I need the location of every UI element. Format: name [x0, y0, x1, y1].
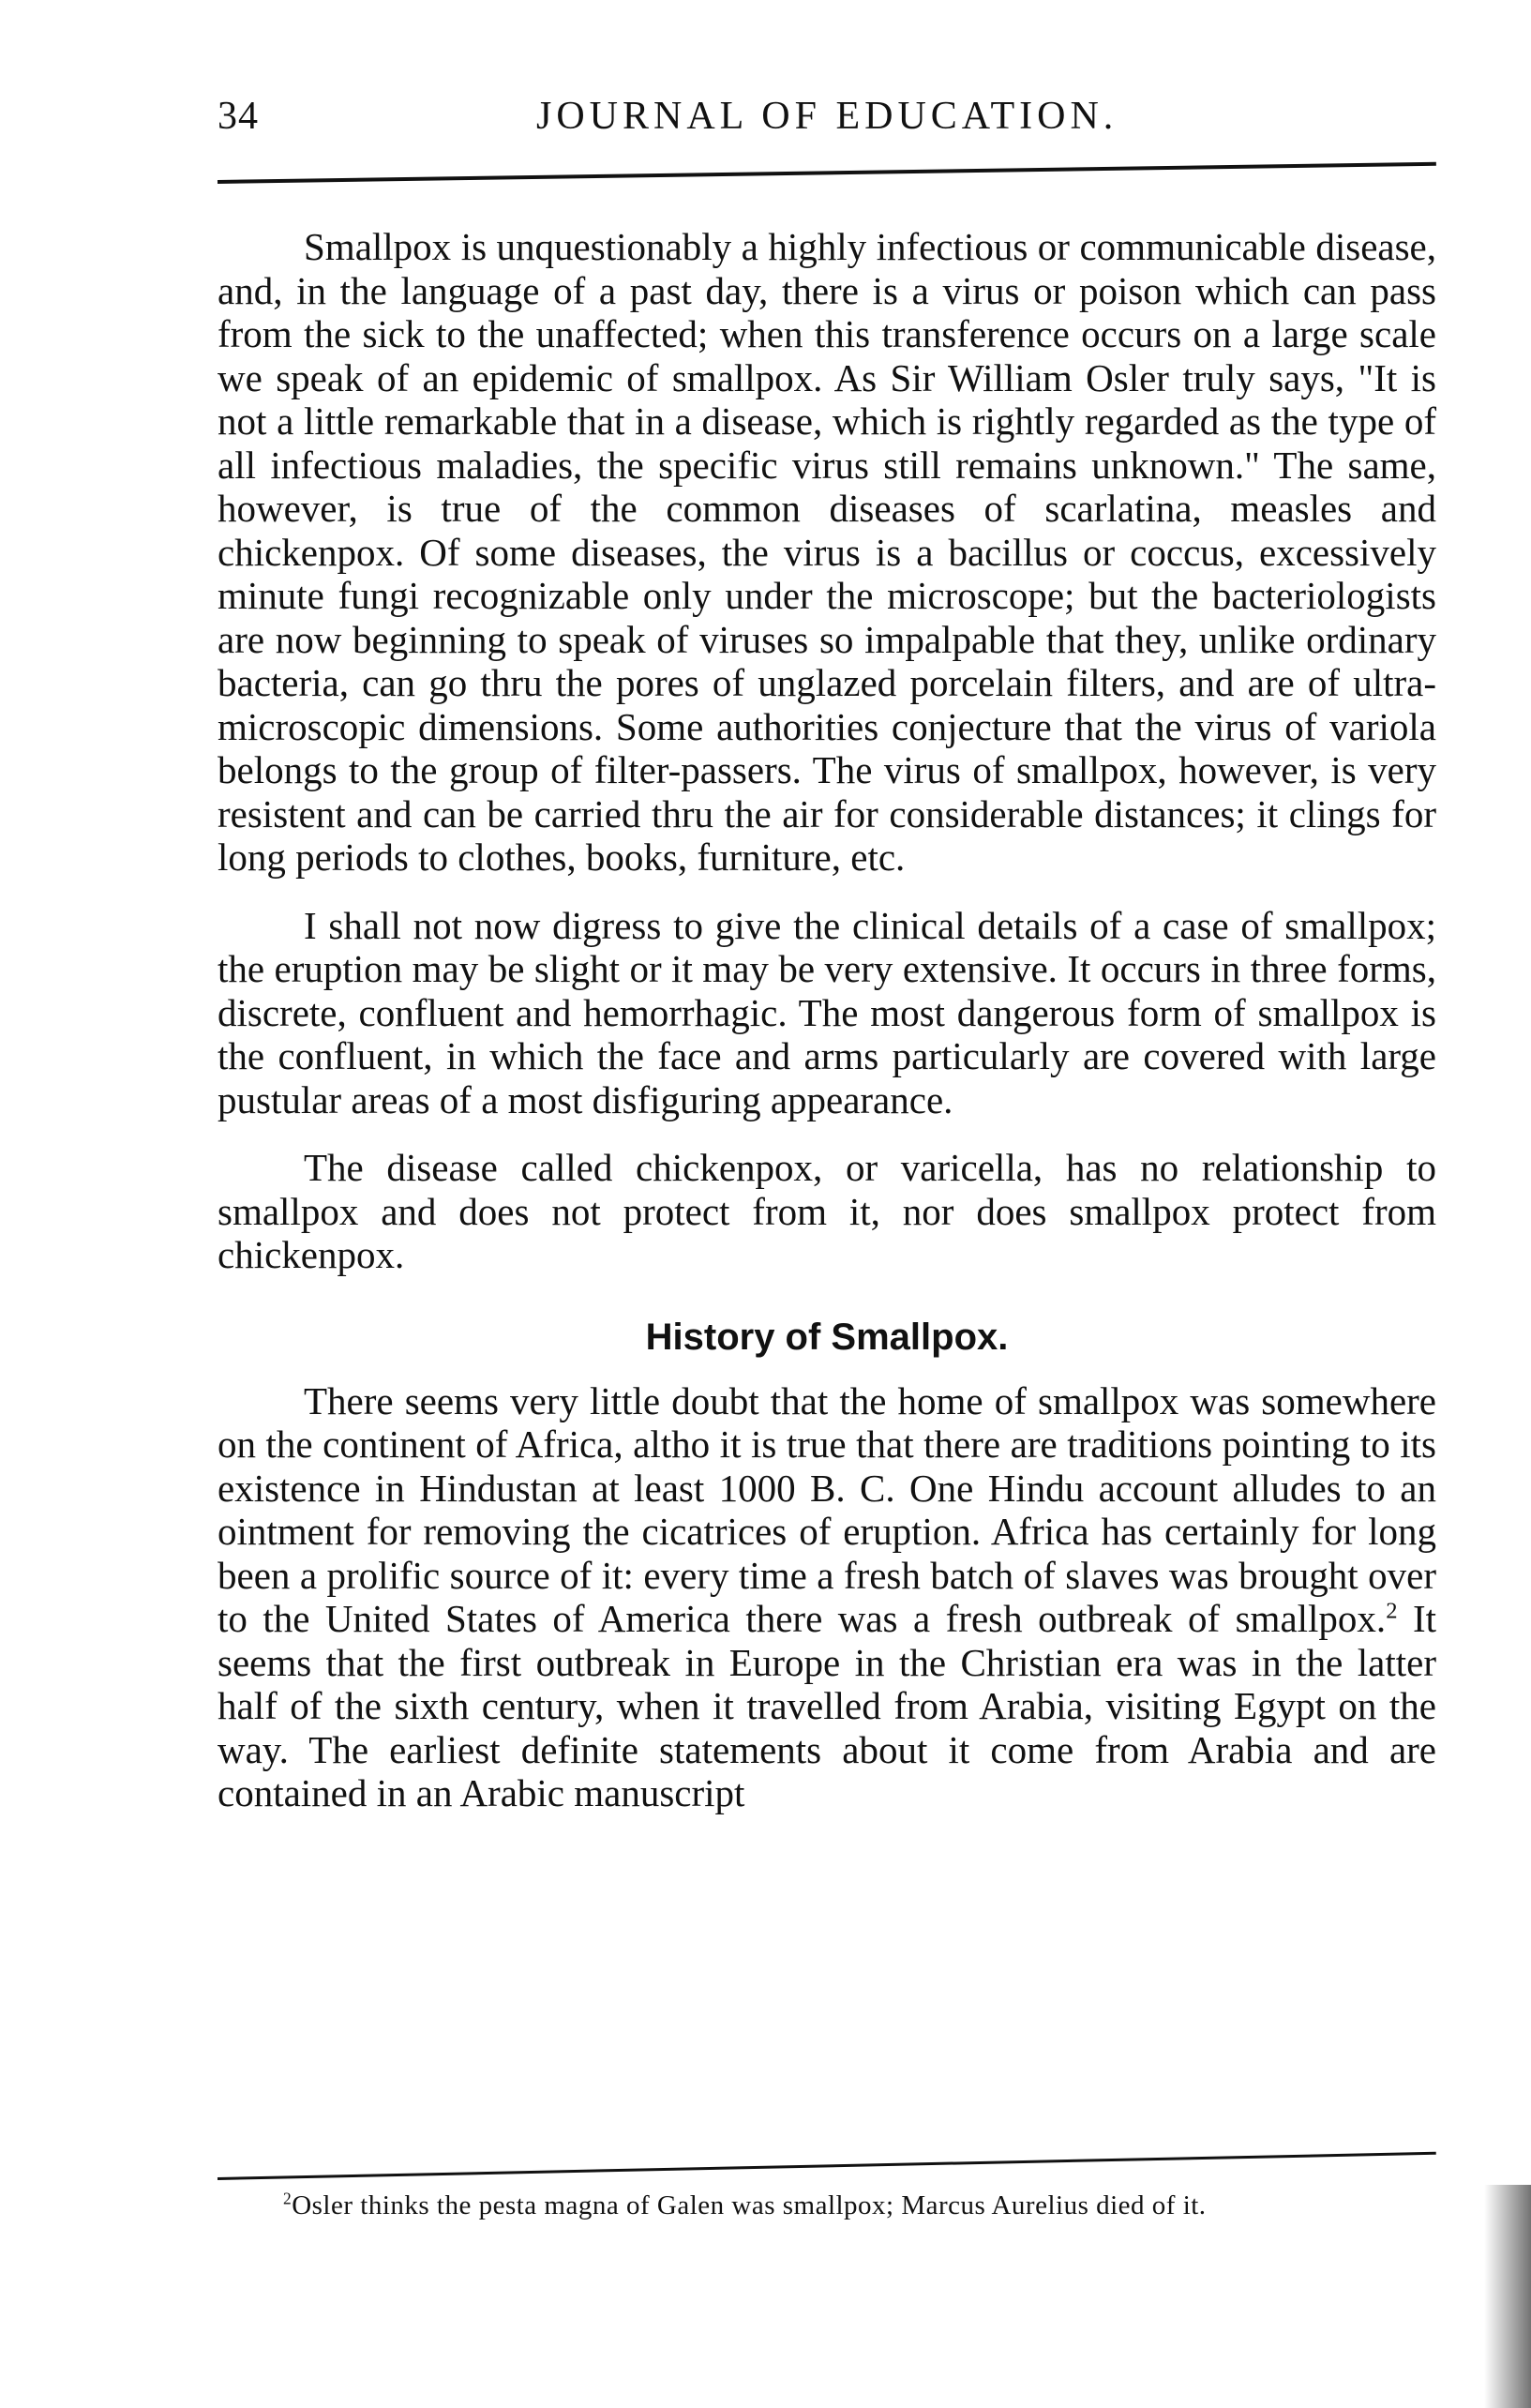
page-edge-shadow — [1484, 2185, 1531, 2408]
footnote-reference: 2 — [1386, 1598, 1398, 1624]
article-body — [218, 225, 1436, 1815]
running-title: JOURNAL OF EDUCATION. — [536, 95, 1118, 138]
paragraph-history-part-1: There seems very little doubt that the home of smallpox was somewhere on the continent of Africa, altho it is true that there are traditions pointing to its existence in Hindustan at least 1000 B. C. One Hindu account alludes to an ointment for removing the cicatrices of eruption. Africa has certainly for long been a prolific source of it: every time a fresh batch of slaves was brought over to the United States of America there was a fresh outbreak of smallpox. — [218, 1378, 1436, 1640]
footnote-text: Osler thinks the pesta magna of Galen was smallpox; Marcus Aurelius died of it. — [292, 2190, 1207, 2220]
page-header — [218, 94, 1436, 150]
page-number: 34 — [218, 95, 259, 138]
paragraph-history — [218, 1379, 1436, 1815]
paragraph-history-part-2: It seems that the first outbreak in Europe in the Christian era was in the latter half of the sixth century, when it travelled from Arabia, visiting Egypt on the way. The earliest definite statements about it come from Arabia and are contained in an Arabic manuscript — [218, 1597, 1436, 1814]
footnote-rule — [218, 2152, 1436, 2180]
paragraph-chickenpox: The disease called chickenpox, or varicella, has no relationship to smallpox and does not protect from it, nor does smallpox protect from chickenpox. — [218, 1146, 1436, 1276]
paragraph-clinical: I shall not now digress to give the clinical details of a case of smallpox; the eruption may be slight or it may be very extensive. It occurs in three forms, discrete, confluent and hemorrhagic. The most dangerous form of smallpox is the confluent, in which the face and arms particularly are covered with large pustular areas of a most disfiguring appearance. — [218, 903, 1436, 1121]
footnote-marker: 2 — [283, 2189, 293, 2208]
footnote — [218, 2189, 1436, 2222]
header-rule — [218, 162, 1436, 184]
section-heading: History of Smallpox. — [645, 1316, 1009, 1358]
paragraph-virus: Smallpox is unquestionably a highly infectious or communicable disease, and, in the language of a past day, there is a virus or poison which can pass from the sick to the unaffected; when this transference occurs on a large scale we speak of an epidemic of smallpox. As Sir William Osler truly says, "It is not a little remarkable that in a disease, which is rightly regarded as the type of all infectious maladies, the specific virus still remains unknown." The same, however, is true of the common diseases of scarlatina, measles and chickenpox. Of some diseases, the virus is a bacillus or coccus, excessively minute fungi recognizable only under the microscope; but the bacteriologists are now beginning to speak of viruses so impalpable that they, unlike ordinary bacteria, can go thru the pores of unglazed porcelain filters, and are of ultra-microscopic dimensions. Some authorities conjecture that the virus of variola belongs to the group of filter-passers. The virus of smallpox, however, is very resistent and can be carried thru the air for considerable distances; it clings for long periods to clothes, books, furniture, etc. — [218, 225, 1436, 879]
